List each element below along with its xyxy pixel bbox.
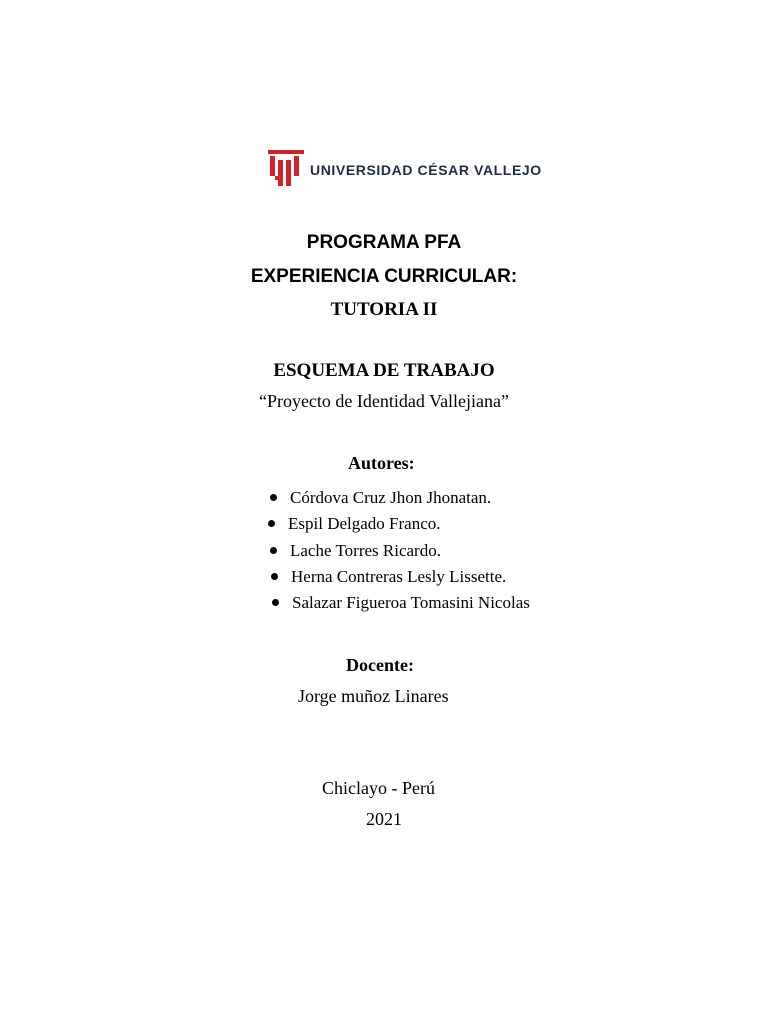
authors-heading: Autores: [348,453,415,473]
bullet-icon [270,494,277,501]
logo-text: UNIVERSIDAD CÉSAR VALLEJO [310,162,542,178]
author-list-item: Herna Contreras Lesly Lissette. [271,567,506,587]
author-list-item: Salazar Figueroa Tomasini Nicolas [272,593,530,613]
bullet-icon [272,599,279,606]
author-list-item: Lache Torres Ricardo. [270,541,441,561]
project-title: “Proyecto de Identidad Vallejiana” [258,391,510,411]
curricular-experience-label: EXPERIENCIA CURRICULAR: [250,266,518,287]
university-emblem-icon [268,150,304,188]
teacher-name: Jorge muñoz Linares [298,686,449,706]
scheme-title: ESQUEMA DE TRABAJO [273,360,495,381]
program-title: PROGRAMA PFA [306,232,462,253]
author-list-item: Espil Delgado Franco. [268,514,441,534]
year: 2021 [366,809,402,829]
course-name: TUTORIA II [330,299,438,320]
bullet-icon [270,547,277,554]
university-logo [268,150,542,190]
bullet-icon [268,520,275,527]
location: Chiclayo - Perú [322,778,435,798]
bullet-icon [271,573,278,580]
teacher-heading: Docente: [346,655,414,675]
author-list-item: Córdova Cruz Jhon Jhonatan. [270,488,491,508]
